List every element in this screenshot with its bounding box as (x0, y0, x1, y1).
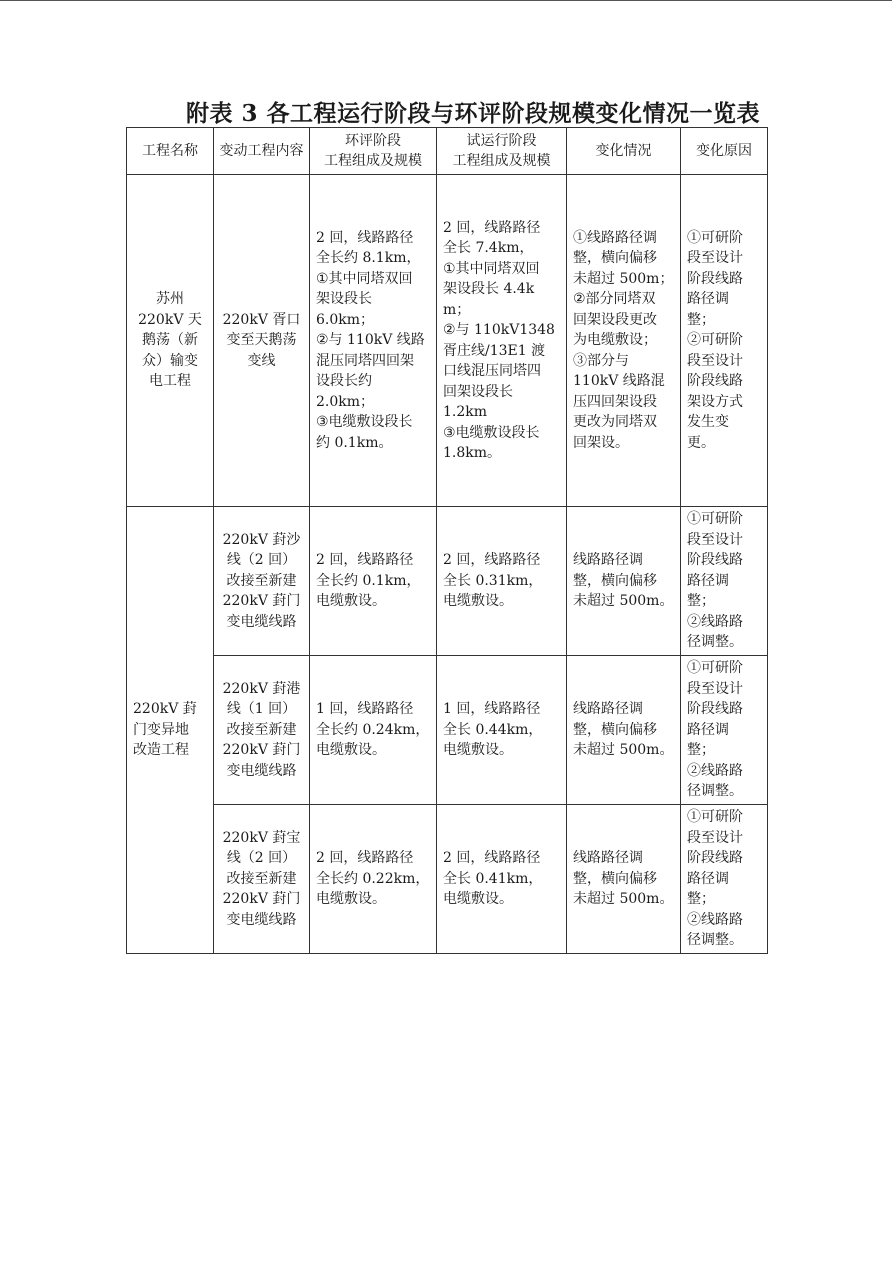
header-eia-stage: 环评阶段 工程组成及规模 (310, 128, 437, 175)
change-project-cell: 220kV 葑宝 线（2 回） 改接至新建 220kV 葑门 变电缆线路 (214, 805, 310, 954)
change-situation-cell: 线路路径调 整，横向偏移 未超过 500m。 (567, 507, 681, 656)
eia-stage-cell: 2 回，线路路径 全长约 8.1km， ①其中同塔双回 架设段长 6.0km； ②与 110kV 线路 混压同塔四回架 设段长约 2.0km； ③电缆敷设段长 约 0.1km。 (310, 175, 437, 507)
page-top-rule (0, 0, 892, 1)
change-project-cell: 220kV 葑沙 线（2 回） 改接至新建 220kV 葑门 变电缆线路 (214, 507, 310, 656)
change-reason-cell: ①可研阶 段至设计 阶段线路 路径调 整； ②线路路 径调整。 (681, 805, 768, 954)
trial-stage-cell: 1 回，线路路径 全长 0.44km， 电缆敷设。 (437, 656, 567, 805)
project-name-cell: 220kV 葑 门变异地 改造工程 (127, 507, 214, 954)
change-situation-cell: ①线路路径调 整，横向偏移 未超过 500m； ②部分同塔双 回架设段更改 为电缆敷设； ③部分与 110kV 线路混 压四回架设段 更改为同塔双 回架设。 (567, 175, 681, 507)
change-situation-cell: 线路路径调 整，横向偏移 未超过 500m。 (567, 656, 681, 805)
page-title: 附表 3 各工程运行阶段与环评阶段规模变化情况一览表 (186, 100, 761, 127)
header-change-reason: 变化原因 (681, 128, 768, 175)
header-change-project: 变动工程内容 (214, 128, 310, 175)
table-row (127, 656, 768, 805)
eia-stage-cell: 1 回，线路路径 全长约 0.24km， 电缆敷设。 (310, 656, 437, 805)
change-project-cell: 220kV 胥口 变至天鹅荡 变线 (214, 175, 310, 507)
header-change-situation: 变化情况 (567, 128, 681, 175)
change-reason-cell: ①可研阶 段至设计 阶段线路 路径调 整； ②可研阶 段至设计 阶段线路 架设方式 发生变 更。 (681, 175, 768, 507)
change-reason-cell: ①可研阶 段至设计 阶段线路 路径调 整； ②线路路 径调整。 (681, 656, 768, 805)
header-trial-stage: 试运行阶段 工程组成及规模 (437, 128, 567, 175)
comparison-table (126, 127, 768, 954)
eia-stage-cell: 2 回，线路路径 全长约 0.1km， 电缆敷设。 (310, 507, 437, 656)
table-row (127, 175, 768, 507)
trial-stage-cell: 2 回，线路路径 全长 0.41km， 电缆敷设。 (437, 805, 567, 954)
header-project-name: 工程名称 (127, 128, 214, 175)
trial-stage-cell: 2 回，线路路径 全长 7.4km， ①其中同塔双回 架设段长 4.4km； ②与 110kV1348 胥庄线/13E1 渡 口线混压同塔四 回架设段长 1.2km ③电缆敷设段长 1.8km。 (437, 175, 567, 507)
change-reason-cell: ①可研阶 段至设计 阶段线路 路径调 整； ②线路路 径调整。 (681, 507, 768, 656)
table-row (127, 805, 768, 954)
change-situation-cell: 线路路径调 整，横向偏移 未超过 500m。 (567, 805, 681, 954)
change-project-cell: 220kV 葑港 线（1 回） 改接至新建 220kV 葑门 变电缆线路 (214, 656, 310, 805)
table-header-row (127, 128, 768, 175)
eia-stage-cell: 2 回，线路路径 全长约 0.22km， 电缆敷设。 (310, 805, 437, 954)
project-name-cell: 苏州 220kV 天 鹅荡（新 众）输变 电工程 (127, 175, 214, 507)
trial-stage-cell: 2 回，线路路径 全长 0.31km， 电缆敷设。 (437, 507, 567, 656)
table-row (127, 507, 768, 656)
